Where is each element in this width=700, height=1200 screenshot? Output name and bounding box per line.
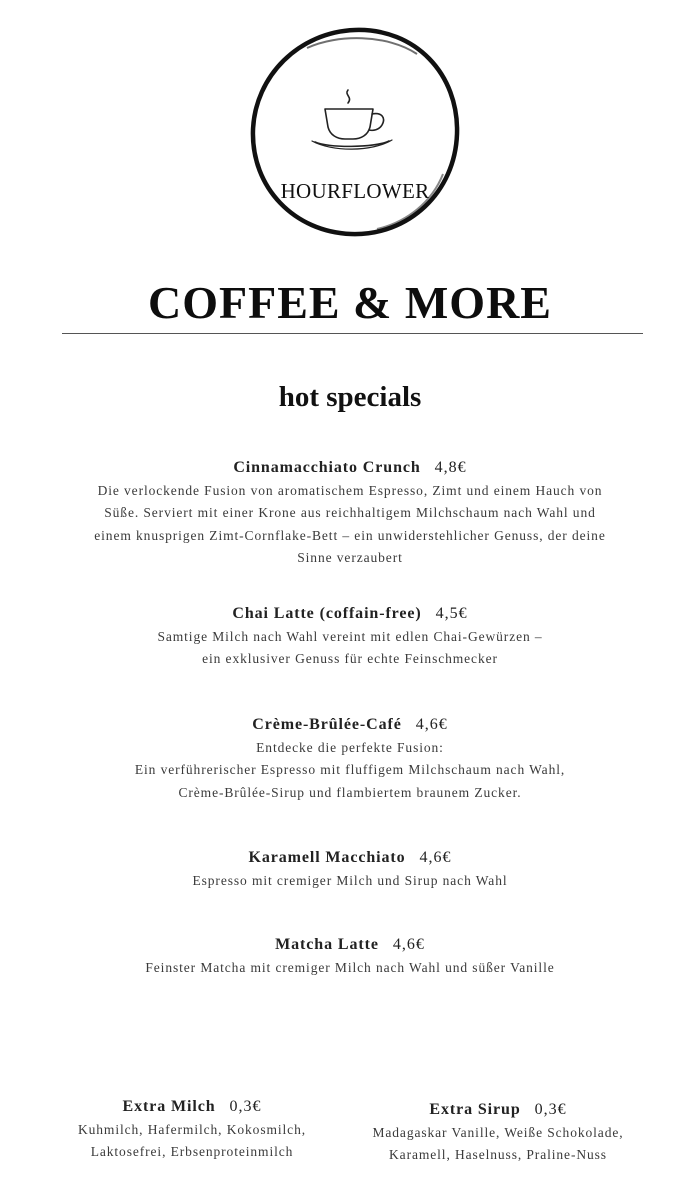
item-price: 4,5€ (435, 605, 468, 622)
menu-item-chai-latte (40, 602, 660, 671)
coffee-cup-icon (312, 90, 392, 149)
item-name: Crème-Brûlée-Café (252, 716, 402, 733)
desc-line: Süße. Serviert mit einer Krone aus reichhaltigem Milchschaum nach Wahl und (104, 505, 596, 521)
desc-line: Crème-Brûlée-Sirup und flambiertem braunem Zucker. (178, 784, 522, 800)
item-price: 4,6€ (392, 936, 425, 953)
menu-item-karamell-macchiato (40, 846, 660, 892)
item-description (40, 957, 660, 979)
item-price: 4,8€ (434, 459, 467, 476)
item-price: 0,3€ (229, 1098, 262, 1115)
extra-milch (42, 1095, 342, 1164)
brand-logo (247, 24, 463, 240)
item-description (40, 626, 660, 671)
desc-line: Feinster Matcha mit cremiger Milch nach Wahl und süßer Vanille (145, 960, 555, 975)
title-divider (62, 333, 643, 334)
item-description (42, 1119, 342, 1164)
desc-line: Sinne verzaubert (297, 549, 403, 565)
item-description (40, 480, 660, 569)
page-title: COFFEE & MORE (148, 277, 552, 328)
extra-sirup (348, 1098, 648, 1167)
desc-line: Entdecke die perfekte Fusion: (256, 740, 444, 755)
item-description (40, 870, 660, 892)
desc-line: Laktosefrei, Erbsenproteinmilch (90, 1144, 294, 1160)
item-description (348, 1122, 648, 1167)
desc-line: Die verlockende Fusion von aromatischem Espresso, Zimt und einem Hauch von (97, 483, 603, 498)
desc-line: einem knusprigen Zimt-Cornflake-Bett – ein unwiderstehlicher Genuss, der deine (94, 527, 606, 543)
item-price: 4,6€ (419, 849, 452, 866)
desc-line: Espresso mit cremiger Milch und Sirup nach Wahl (192, 873, 508, 888)
item-description (40, 737, 660, 804)
menu-item-creme-brulee (40, 713, 660, 804)
section-title: hot specials (278, 381, 422, 413)
item-price: 4,6€ (415, 716, 448, 733)
desc-line: Karamell, Haselnuss, Praline-Nuss (389, 1147, 607, 1163)
item-name: Karamell Macchiato (248, 849, 406, 866)
desc-line: Samtige Milch nach Wahl vereint mit edlen Chai-Gewürzen – (157, 629, 543, 644)
item-price: 0,3€ (534, 1101, 567, 1118)
desc-line: Ein verführerischer Espresso mit fluffigem Milchschaum nach Wahl, (134, 762, 566, 778)
brand-name: HOURFLOWER (280, 179, 430, 203)
item-name: Extra Milch (122, 1098, 216, 1115)
item-name: Chai Latte (coffain-free) (232, 605, 422, 622)
desc-line: Madagaskar Vanille, Weiße Schokolade, (372, 1125, 624, 1140)
desc-line: ein exklusiver Genuss für echte Feinschmecker (202, 651, 498, 667)
item-name: Cinnamacchiato Crunch (233, 459, 421, 476)
logo-ring (247, 24, 463, 240)
desc-line: Kuhmilch, Hafermilch, Kokosmilch, (77, 1122, 307, 1137)
item-name: Extra Sirup (429, 1101, 521, 1118)
menu-item-matcha-latte (40, 933, 660, 979)
menu-item-cinnamacchiato (40, 456, 660, 569)
item-name: Matcha Latte (275, 936, 379, 953)
